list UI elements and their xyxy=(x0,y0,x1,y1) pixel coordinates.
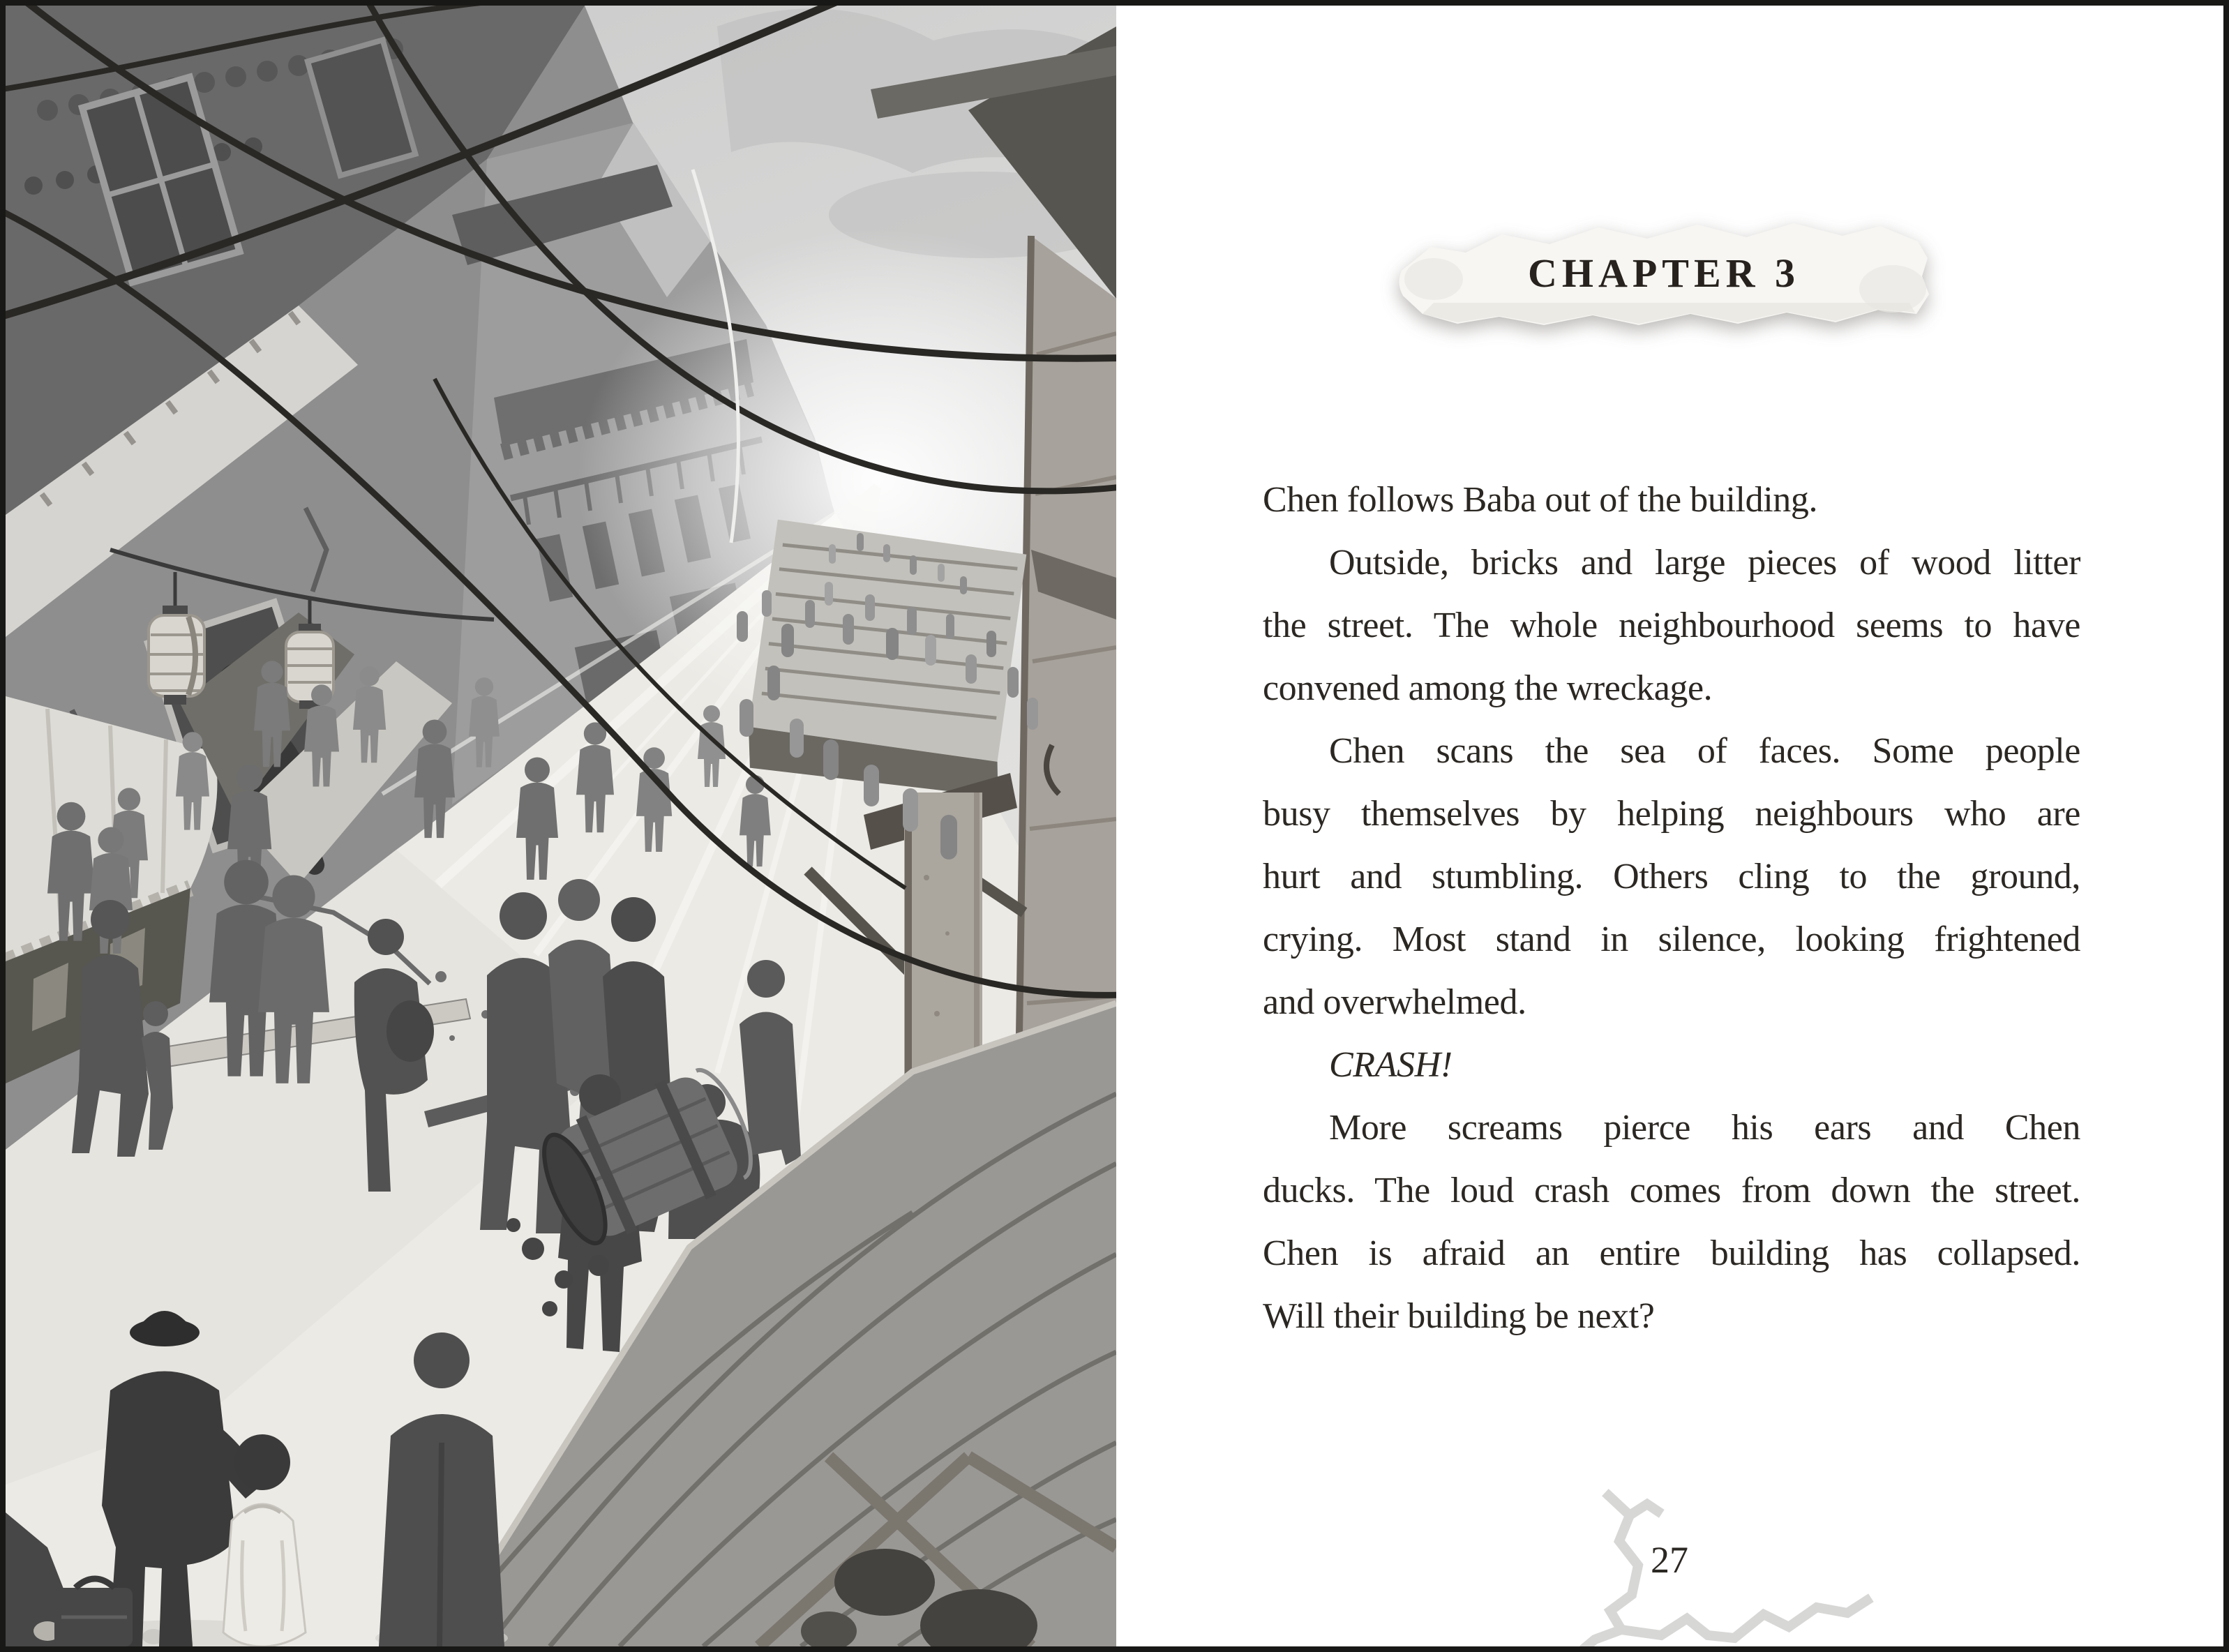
story-text xyxy=(1263,469,2080,1348)
chapter-banner xyxy=(1392,206,1936,354)
story-line: More screams pierce his ears and Chen xyxy=(1329,1108,2080,1148)
page-number: 27 xyxy=(1651,1539,1688,1581)
story-line: Outside, bricks and large pieces of wood litter xyxy=(1329,543,2080,583)
page-left xyxy=(6,6,1116,1646)
story-line: crying. Most stand in silence, looking frightened xyxy=(1263,919,2080,959)
story-line: Chen scans the sea of faces. Some people xyxy=(1329,731,2080,771)
page-right xyxy=(1116,6,2223,1646)
story-line: Chen follows Baba out of the building. xyxy=(1263,480,1818,520)
story-line: busy themselves by helping neighbours who are xyxy=(1263,794,2080,834)
story-line: CRASH! xyxy=(1329,1045,1453,1085)
story-line: Will their building be next? xyxy=(1263,1296,1655,1336)
story-line: the street. The whole neighbourhood seems to have xyxy=(1263,606,2080,645)
chapter-heading: CHAPTER 3 xyxy=(1527,250,1801,296)
story-line: hurt and stumbling. Others cling to the ground, xyxy=(1263,857,2080,896)
story-line: Chen is afraid an entire building has collapsed. xyxy=(1263,1233,2080,1273)
lantern xyxy=(149,606,204,705)
street-scene-illustration xyxy=(6,6,1116,1646)
story-line: ducks. The loud crash comes from down the street. xyxy=(1263,1171,2080,1210)
story-line: convened among the wreckage. xyxy=(1263,668,1713,708)
story-line: and overwhelmed. xyxy=(1263,982,1526,1022)
